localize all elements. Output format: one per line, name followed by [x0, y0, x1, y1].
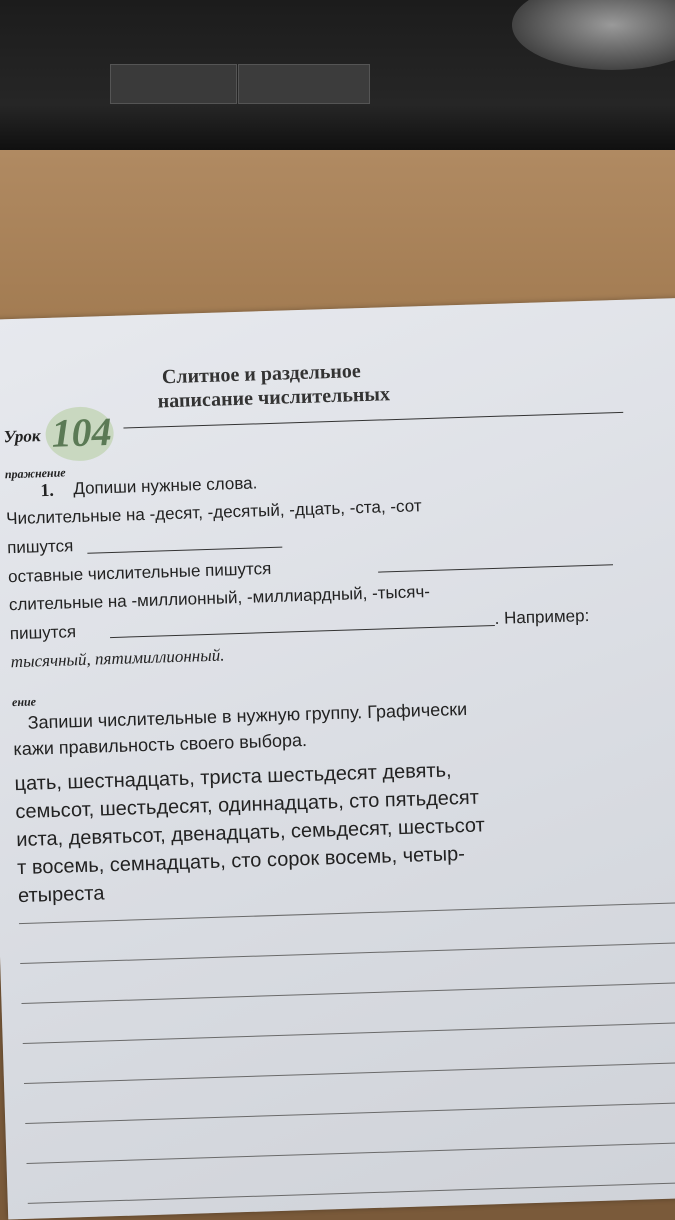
laptop-keyboard-edge [0, 0, 675, 150]
lesson-number: 104 [50, 408, 113, 456]
workbook-page-area [0, 280, 675, 1200]
exercise2-instruction-line1: Запиши числительные в нужную группу. Графически [27, 698, 468, 733]
exercise2-text-line: иста, девятьсот, двенадцать, семьдесят, шестьсот [16, 814, 486, 852]
exercise2-text-line: т восемь, семнадцать, сто сорок восемь, четыр- [16, 843, 466, 880]
exercise1-line: слительные на -миллионный, -миллиардный, -тысяч- [8, 582, 431, 615]
exercise1-instruction: Допиши нужные слова. [73, 473, 258, 499]
lesson-label: Урок [3, 426, 41, 447]
writing-line [23, 1021, 675, 1044]
exercise1-line: пишутся [6, 536, 74, 558]
writing-line [20, 941, 675, 964]
exercise2-section-label: ение [11, 694, 37, 710]
exercise1-line: оставные числительные пишутся [7, 558, 272, 587]
workbook-page [0, 297, 675, 1220]
exercise1-line: . Например: [494, 606, 590, 628]
exercise2-text-line: етыреста [17, 882, 105, 908]
exercise2-text-line: цать, шестнадцать, триста шестьдесят девять, [14, 759, 452, 796]
computer-mouse [512, 0, 675, 70]
writing-line [28, 1181, 675, 1204]
exercise1-line: Числительные на -десят, -десятый, -дцать, -ста, -сот [5, 496, 422, 529]
exercise2-text-line: семьсот, шестьдесят, одиннадцать, сто пятьдесят [15, 786, 480, 824]
exercise1-number: 1. [40, 479, 55, 501]
exercise1-line: пишутся [9, 622, 77, 644]
answer-blank [378, 564, 613, 572]
answer-blank [87, 547, 282, 554]
writing-line [19, 901, 675, 924]
exercise2-instruction-line2: кажи правильность своего выбора. [13, 729, 308, 760]
writing-line [25, 1101, 675, 1124]
lesson-title-line1: Слитное и раздельное [161, 360, 362, 389]
answer-blank [110, 625, 495, 638]
writing-line [21, 981, 675, 1004]
exercise1-line: тысячный, пятимиллионный. [10, 645, 225, 672]
writing-line [27, 1141, 675, 1164]
laptop-key-right [238, 64, 370, 104]
exercise1-section-label: пражнение [4, 465, 66, 482]
laptop-key-left [110, 64, 237, 104]
header-rule [123, 412, 623, 429]
lesson-title-line2: написание числительных [157, 383, 391, 413]
writing-line [24, 1061, 675, 1084]
